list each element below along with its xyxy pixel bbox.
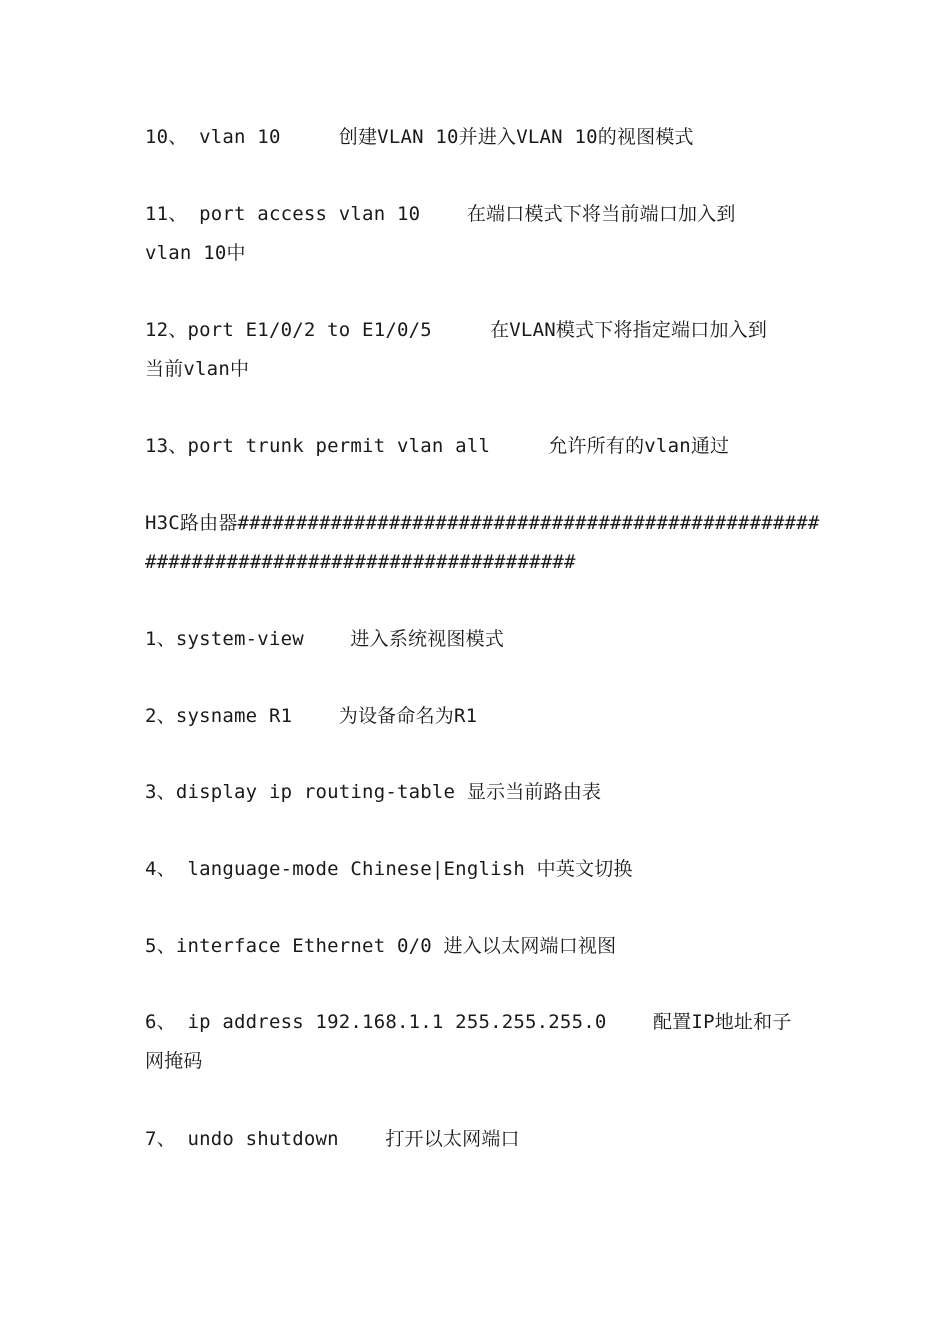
text-line-port-trunk: 13、port trunk permit vlan all 允许所有的vlan通过: [145, 435, 730, 457]
text-line-port-range: 12、port E1/0/2 to E1/0/5 在VLAN模式下将指定端口加入到: [145, 319, 768, 341]
text-line-vlan-10: 10、 vlan 10 创建VLAN 10并进入VLAN 10的视图模式: [145, 126, 694, 148]
text-line-sysname: 2、sysname R1 为设备命名为R1: [145, 705, 478, 727]
text-line-display-routing: 3、display ip routing-table 显示当前路由表: [145, 781, 602, 803]
text-line-interface: 5、interface Ethernet 0/0 进入以太网端口视图: [145, 935, 617, 957]
text-line-undo-shutdown: 7、 undo shutdown 打开以太网端口: [145, 1128, 520, 1150]
text-line-ip-address-cont: 网掩码: [145, 1050, 203, 1072]
section-heading-separator: #####################################: [145, 551, 576, 573]
text-line-port-access-cont: vlan 10中: [145, 242, 246, 264]
text-line-system-view: 1、system-view 进入系统视图模式: [145, 628, 505, 650]
text-line-ip-address: 6、 ip address 192.168.1.1 255.255.255.0 配置IP地址和子: [145, 1011, 792, 1033]
text-line-port-access: 11、 port access vlan 10 在端口模式下将当前端口加入到: [145, 203, 736, 225]
section-heading-h3c-router: H3C路由器##################################################: [145, 512, 820, 534]
text-line-language-mode: 4、 language-mode Chinese|English 中英文切换: [145, 858, 633, 880]
text-line-port-range-cont: 当前vlan中: [145, 358, 250, 380]
